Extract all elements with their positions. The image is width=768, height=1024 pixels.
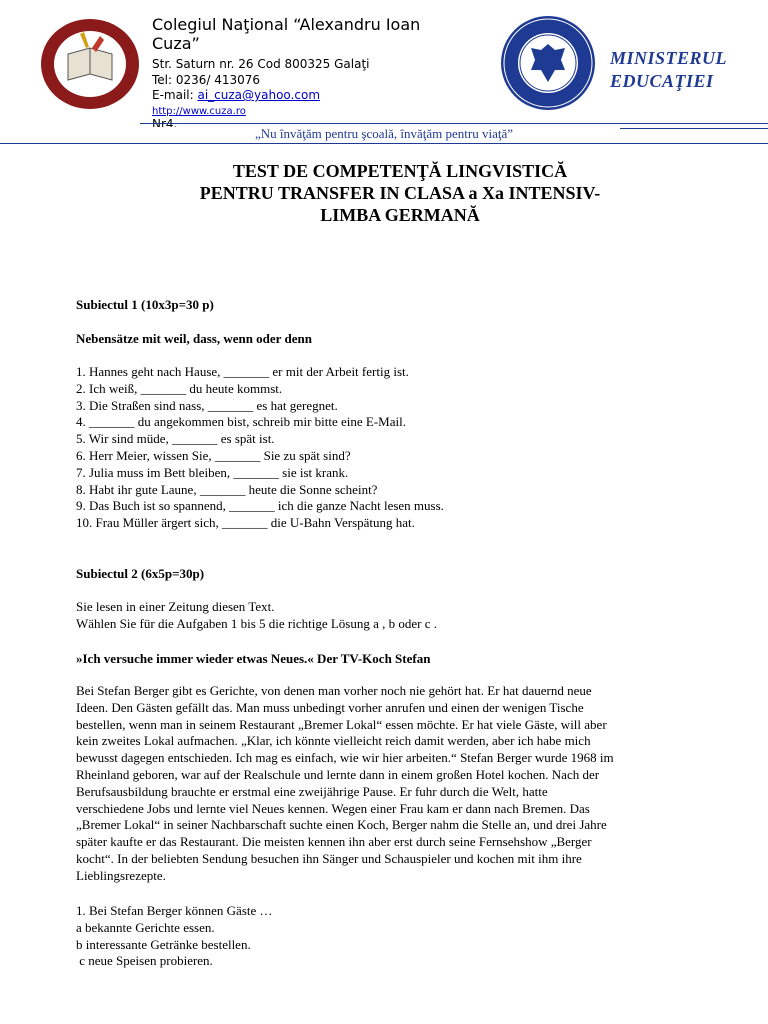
exercise-item: 2. Ich weiß, _______ du heute kommst. (76, 380, 283, 396)
website-link[interactable]: http://www.cuza.ro (152, 105, 246, 117)
article-title-block (76, 651, 726, 668)
exercise-item: 5. Wir sind müde, _______ es spät ist. (76, 431, 275, 447)
article-line: „Bremer Lokal“ in seiner Nachbarschaft suchte einen Koch, Berger nahm die Stelle an, und drei Jahre (76, 817, 607, 833)
question-1-text: 1. Bei Stefan Berger können Gäste … (76, 903, 273, 918)
website-line (152, 104, 492, 118)
article-line: kein zweites Lokal aufmachen. „Klar, ich könnte vielleicht reich damit werden, aber ich habe mich (76, 733, 591, 749)
subject-2-heading-block (76, 566, 726, 583)
exercise-item: 4. _______ du angekommen bist, schreib mir bitte eine E-Mail. (76, 414, 406, 430)
ministry-line-1: MINISTERUL (610, 48, 728, 68)
subject-2-intro-line-1: Sie lesen in einer Zeitung diesen Text. (76, 599, 275, 614)
school-info (152, 15, 492, 127)
subject-2-heading: Subiectul 2 (6x5p=30p) (76, 566, 205, 581)
exercise-item: 6. Herr Meier, wissen Sie, _______ Sie zu spät sind? (76, 447, 351, 463)
school-address: Str. Saturn nr. 26 Cod 800325 Galaţi (152, 57, 370, 71)
school-name-line-2: Cuza” (152, 34, 200, 53)
exercise-item: 9. Das Buch ist so spannend, _______ ich die ganze Nacht lesen muss. (76, 498, 444, 514)
school-tel: Tel: 0236/ 413076 (152, 72, 261, 87)
header-rule-top (140, 123, 768, 124)
article-line: Rheinland geboren, war auf der Realschule und lernte dann in einem großen Hotel kochen. Nach der (76, 766, 600, 782)
question-1-option-b: b interessante Getränke bestellen. (76, 936, 251, 952)
article-body (76, 683, 736, 885)
article-line: Ideen. Den Gästen gefällt das. Man muss unbedingt vorher anrufen und einen der wenigen Tische (76, 699, 584, 715)
exercise-item: 10. Frau Müller ärgert sich, _______ die U-Bahn Verspätung hat. (76, 515, 415, 531)
article-line: Bei Stefan Berger gibt es Gerichte, von denen man vorher noch nie gehört hat. Er hat dauernd neue (76, 683, 592, 698)
school-email-line (152, 88, 492, 104)
article-line: später kaufte er das Restaurant. Die meisten kennen ihn aber erst durch seine Fernsehshow „Berger (76, 834, 592, 850)
exercise-item: 8. Habt ihr gute Laune, _______ heute die Sonne scheint? (76, 481, 378, 497)
ministry-line-2: EDUCAŢIEI (610, 71, 714, 91)
ministry-name (610, 47, 727, 93)
subject-1-instruction: Nebensätze mit weil, dass, wenn oder denn (76, 331, 312, 346)
article-line: Lieblingsrezepte. (76, 867, 166, 883)
question-1-option-c: c neue Speisen probieren. (76, 953, 213, 969)
question-1-option-a: a bekannte Gerichte essen. (76, 919, 215, 935)
article-line: verschiedene Jobs und lernte viel Neues kennen. Wegen einer Frau kam er dann nach Bremen. Das (76, 800, 590, 816)
exercise-item: 1. Hannes geht nach Hause, _______ er mit der Arbeit fertig ist. (76, 364, 409, 379)
title-line-1: TEST DE COMPETENŢĂ LINGVISTICĂ (232, 161, 568, 181)
question-1 (76, 903, 726, 970)
government-seal-logo (499, 14, 597, 112)
school-seal-logo (40, 18, 140, 110)
test-title (80, 160, 720, 226)
article-line: bewusst dagegen entschieden. Ich mag es einfach, wie wir hier arbeiten.“ Stefan Berger wurde 1968 im (76, 750, 614, 766)
email-link[interactable]: ai_cuza@yahoo.com (197, 88, 321, 102)
title-line-2: PENTRU TRANSFER IN CLASA a Xa INTENSIV- (199, 183, 601, 203)
subject-1-heading-block (76, 297, 726, 314)
exercise-item: 7. Julia muss im Bett bleiben, _______ sie ist krank. (76, 464, 349, 480)
article-title: »Ich versuche immer wieder etwas Neues.« Der TV-Koch Stefan (76, 651, 431, 666)
article-line: bestellen, wenn man in seinem Restaurant „Bremer Lokal“ essen möchte. Er hat viele Gäste, will aber (76, 716, 607, 732)
email-label: E-mail: (152, 88, 198, 102)
article-line: kocht“. In der beliebten Sendung besuchen ihn Sänger und Schauspieler und kochen mit ihm ihre (76, 850, 582, 866)
subject-2-intro-line-2: Wählen Sie für die Aufgaben 1 bis 5 die richtige Lösung a , b oder c . (76, 615, 438, 631)
school-name-line-1: Colegiul Naţional “Alexandru Ioan (152, 15, 421, 34)
registration-number: Nr4. (152, 117, 178, 127)
school-motto: „Nu învăţăm pentru şcoală, învăţăm pentru viaţă” (254, 126, 514, 141)
subject-1-instruction-block (76, 331, 726, 348)
subject-1-items (76, 364, 726, 532)
article-line: Berufsausbildung brauchte er erstmal eine zweijährige Pause. Er fuhr durch die Welt, hatte (76, 783, 548, 799)
exercise-item: 3. Die Straßen sind nass, _______ es hat geregnet. (76, 397, 338, 413)
subject-2-intro (76, 599, 726, 633)
subject-1-heading: Subiectul 1 (10x3p=30 p) (76, 297, 214, 312)
header-rule-bottom (0, 143, 768, 144)
title-line-3: LIMBA GERMANĂ (320, 205, 480, 225)
